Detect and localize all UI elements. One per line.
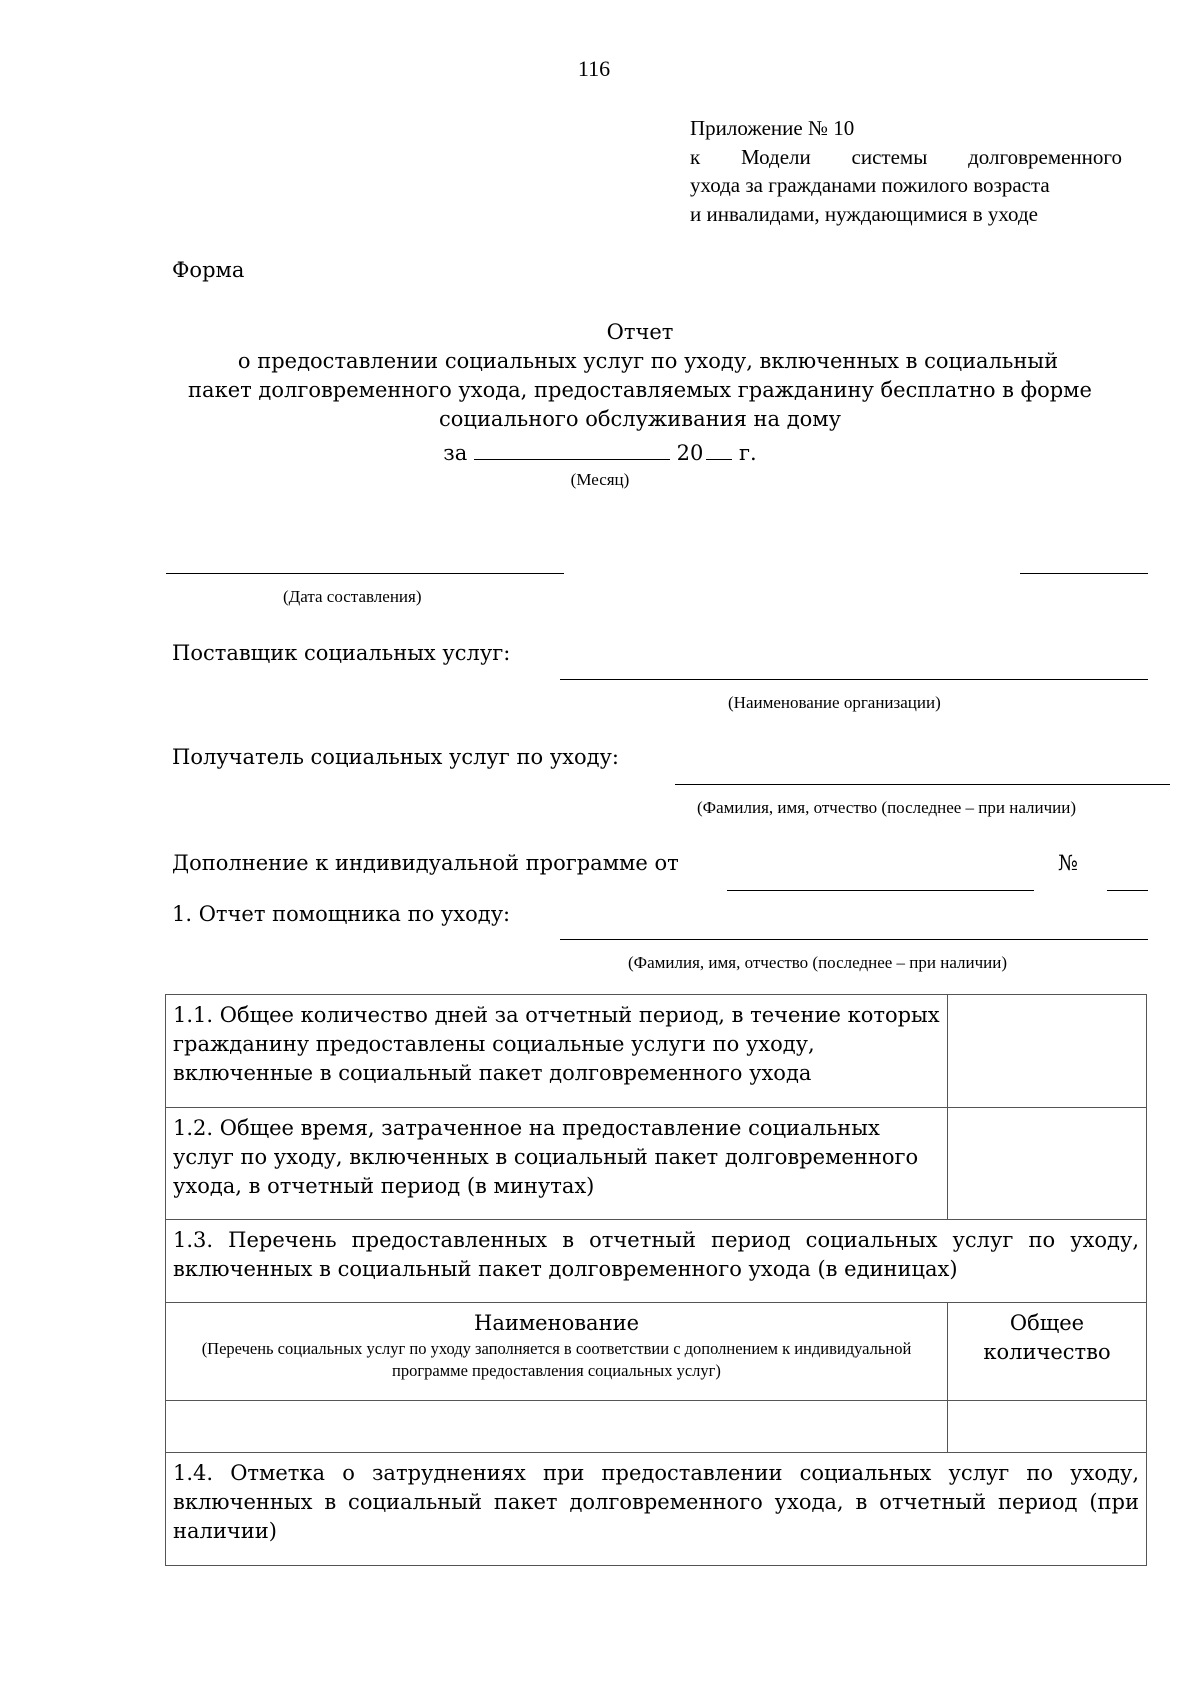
page-number: 116 (577, 56, 611, 81)
appendix-number: Приложение № 10 (690, 116, 855, 140)
row-1-1-value-cell[interactable] (948, 995, 1147, 1108)
appendix-line-2: к Модели системы долговременного (690, 144, 1122, 169)
period-suffix: г. (739, 441, 757, 465)
report-title (170, 318, 1110, 434)
report-table (165, 994, 1147, 1566)
table-row-1-2 (166, 1108, 1147, 1220)
date-field[interactable] (166, 573, 564, 574)
form-label: Форма (172, 258, 245, 282)
number-sign: № (1058, 851, 1078, 875)
month-field[interactable] (474, 441, 670, 460)
row-1-2-label: 1.2. Общее время, затраченное на предоставление социальных услуг по уходу, включенных в социальный пакет долговременного ухода, в отчетный период (в минутах) (166, 1108, 948, 1220)
table-row-1-4 (166, 1453, 1147, 1566)
table-row-1-1 (166, 995, 1147, 1108)
header-quantity-cell (948, 1303, 1147, 1401)
row-1-3-label: 1.3. Перечень предоставленных в отчетный период социальных услуг по уходу, включенных в социальный пакет долговременного ухода (в единицах) (166, 1220, 1147, 1303)
assistant-label: 1. Отчет помощника по уходу: (172, 902, 511, 926)
period-year: 20 (676, 441, 704, 465)
document-number-field[interactable] (1020, 573, 1148, 574)
recipient-field[interactable] (675, 784, 1170, 785)
row-1-1-label: 1.1. Общее количество дней за отчетный период, в течение которых гражданину предоставлены социальные услуги по уходу, включенные в социальный пакет долговременного ухода (166, 995, 948, 1108)
header-name-cell (166, 1303, 948, 1401)
header-qty-line-2: количество (983, 1340, 1111, 1364)
table-header-row (166, 1303, 1147, 1401)
table-row-1-3 (166, 1220, 1147, 1303)
header-qty-line-1: Общее (1009, 1311, 1085, 1335)
appendix-header (690, 114, 1122, 228)
row-1-2-value-cell[interactable] (948, 1108, 1147, 1220)
supplement-number-field[interactable] (1107, 890, 1148, 891)
service-quantity-cell[interactable] (948, 1401, 1147, 1453)
header-name: Наименование (474, 1311, 639, 1335)
appendix-line-4: и инвалидами, нуждающимися в уходе (690, 201, 1038, 226)
service-name-cell[interactable] (166, 1401, 948, 1453)
header-name-note: (Перечень социальных услуг по уходу заполняется в соответствии с дополнением к индивидуальной программе предоставления социальных услуг) (201, 1339, 912, 1380)
row-1-4-label: 1.4. Отметка о затруднениях при предоставлении социальных услуг по уходу, включенных в социальный пакет долговременного ухода, в отчетный период (при наличии) (166, 1453, 1147, 1566)
title-line-2: о предоставлении социальных услуг по уходу, включенных в социальный (237, 349, 1059, 373)
assistant-caption: (Фамилия, имя, отчество (последнее – при наличии) (628, 953, 1008, 972)
provider-field[interactable] (560, 679, 1148, 680)
appendix-line-3: ухода за гражданами пожилого возраста (690, 173, 1050, 197)
month-caption: (Месяц) (570, 470, 630, 489)
assistant-field[interactable] (560, 939, 1148, 940)
report-period (0, 441, 1200, 465)
supplement-label: Дополнение к индивидуальной программе от (172, 851, 679, 875)
period-prefix: за (443, 441, 468, 465)
provider-caption: (Наименование организации) (728, 693, 941, 712)
date-caption: (Дата составления) (283, 587, 422, 606)
table-empty-row (166, 1401, 1147, 1453)
title-line-4: социального обслуживания на дому (439, 407, 841, 431)
supplement-date-field[interactable] (727, 890, 1034, 891)
title-word: Отчет (606, 320, 674, 344)
title-line-3: пакет долговременного ухода, предоставляемых гражданину бесплатно в форме (188, 378, 1092, 402)
recipient-label: Получатель социальных услуг по уходу: (172, 745, 619, 769)
recipient-caption: (Фамилия, имя, отчество (последнее – при наличии) (697, 798, 1077, 817)
year-field[interactable] (706, 441, 732, 460)
provider-label: Поставщик социальных услуг: (172, 641, 511, 665)
